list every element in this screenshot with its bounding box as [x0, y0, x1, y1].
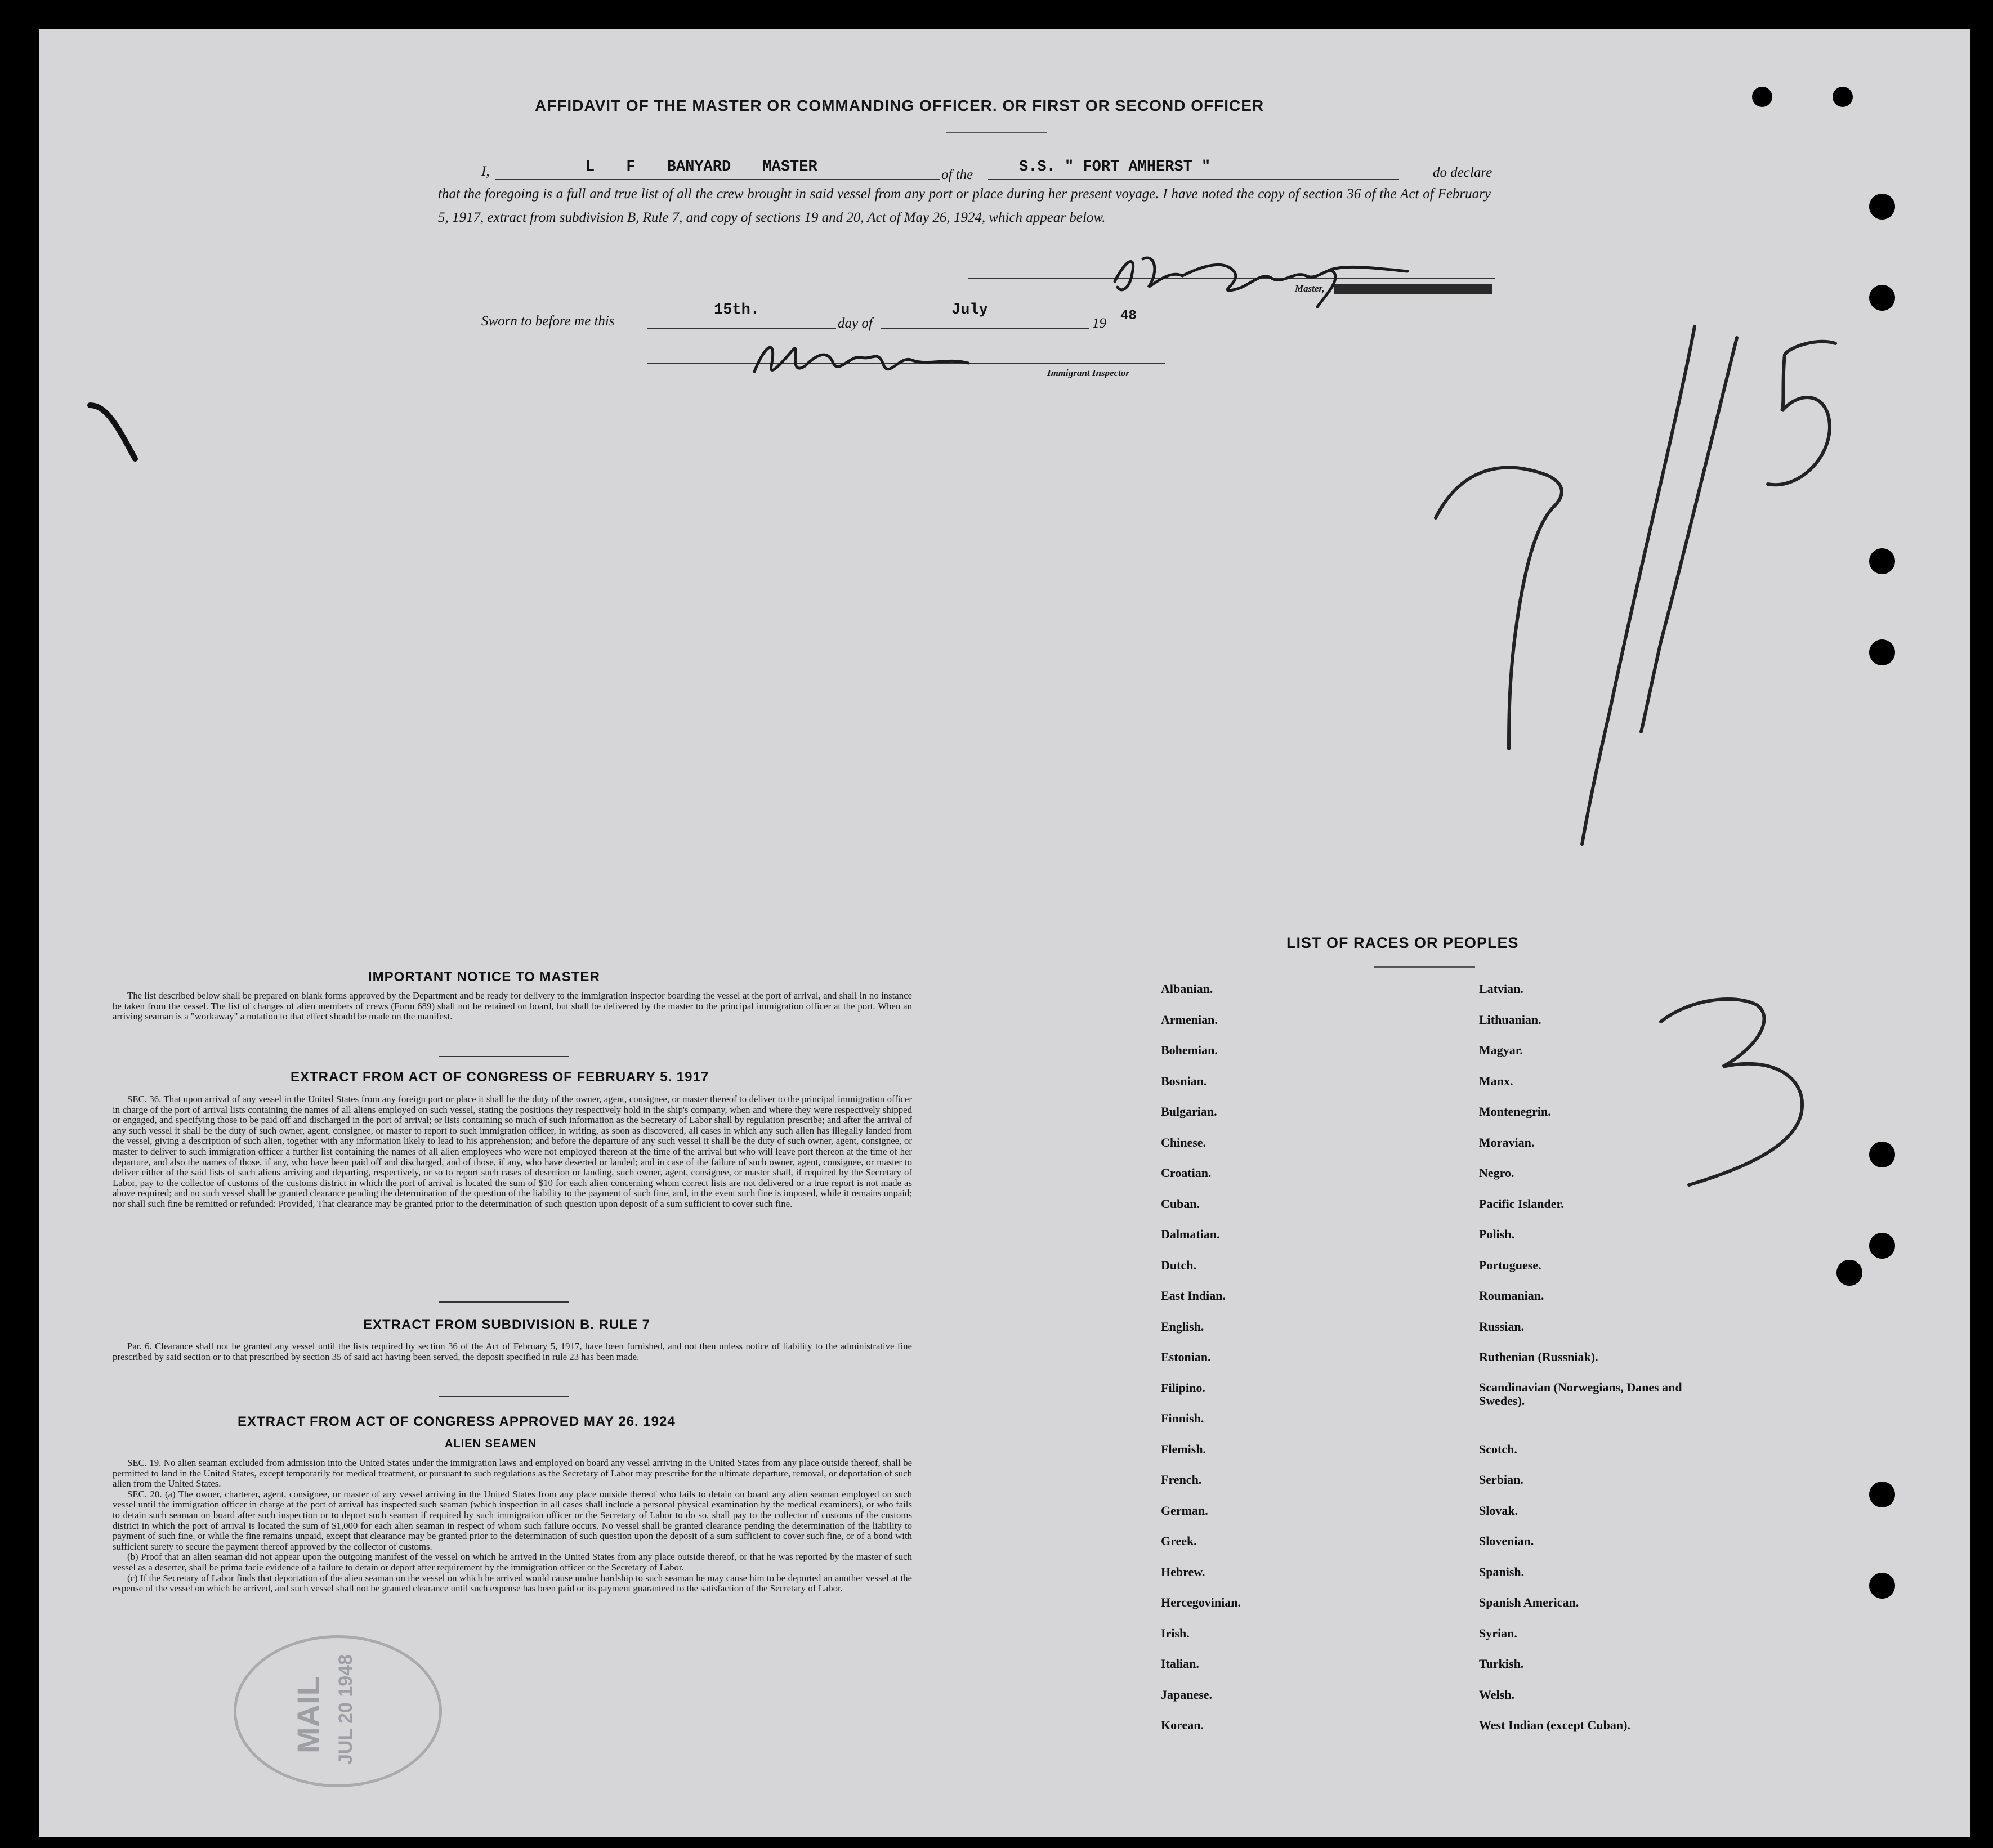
vessel-name-line — [988, 179, 1399, 180]
mail-stamp — [267, 1607, 403, 1821]
sworn-day: 15th. — [714, 302, 760, 319]
race-item: Estonian. — [1161, 1350, 1211, 1364]
race-item: Finnish. — [1161, 1411, 1204, 1425]
master-signature — [1103, 236, 1419, 310]
binder-hole — [1869, 194, 1895, 220]
handwritten-fraction-7-15 — [1424, 304, 1847, 856]
struck-out-text — [1334, 284, 1492, 294]
races-title: LIST OF RACES OR PEOPLES — [1286, 934, 1519, 951]
affidavit-statement: that the foregoing is a full and true list of all the crew brought in said vessel from any port or place during her present voyage. I have noted the copy of section 36 of the Act of February 5, 1917, extract from subdivision B, Rule 7, and copy of sections 19 and 20, Act of May 26, 1924, which appear below. — [438, 186, 1491, 225]
race-item: West Indian (except Cuban). — [1479, 1718, 1630, 1732]
race-item: Negro. — [1479, 1166, 1514, 1180]
race-item: English. — [1161, 1319, 1204, 1334]
year-suffix: 48 — [1120, 308, 1137, 324]
race-item: Slovenian. — [1479, 1534, 1534, 1548]
race-item: Bulgarian. — [1161, 1104, 1217, 1118]
extract-1917-title: EXTRACT FROM ACT OF CONGRESS OF FEBRUARY 5. 1917 — [291, 1070, 709, 1085]
binder-hole — [1869, 1482, 1895, 1507]
vessel-name: S.S. " FORT AMHERST " — [1019, 159, 1211, 176]
binder-hole — [1869, 285, 1895, 311]
race-item: Italian. — [1161, 1657, 1199, 1671]
race-item: Slovak. — [1479, 1503, 1518, 1518]
race-item: French. — [1161, 1473, 1202, 1487]
race-item: Moravian. — [1479, 1135, 1535, 1149]
race-item: Greek. — [1161, 1534, 1197, 1548]
extract-1924-title: EXTRACT FROM ACT OF CONGRESS APPROVED MAY 26. 1924 — [238, 1414, 676, 1429]
race-item: Scotch. — [1479, 1442, 1517, 1456]
year-prefix: 19 — [1092, 316, 1106, 331]
race-item: Syrian. — [1479, 1626, 1517, 1640]
extract-1924-text — [113, 1458, 912, 1594]
binder-hole — [1869, 1233, 1895, 1259]
binder-hole — [1869, 639, 1895, 665]
sworn-month: July — [951, 302, 988, 319]
officer-name: L F BANYARD MASTER — [586, 159, 817, 176]
races-right-column — [1479, 982, 1693, 1749]
race-item: Filipino. — [1161, 1380, 1205, 1395]
sworn-day-line — [647, 328, 836, 329]
affidavit-title: AFFIDAVIT OF THE MASTER OR COMMANDING OFFICER. OR FIRST OR SECOND OFFICER — [535, 97, 1264, 114]
races-left-column — [1161, 982, 1241, 1749]
race-item: Welsh. — [1479, 1687, 1514, 1702]
title-underline — [946, 132, 1047, 133]
race-item: Montenegrin. — [1479, 1104, 1551, 1118]
race-item: Pacific Islander. — [1479, 1196, 1564, 1211]
binder-hole — [1869, 1142, 1895, 1167]
race-item: German. — [1161, 1503, 1208, 1518]
race-item: Latvian. — [1479, 982, 1523, 996]
race-item: Croatian. — [1161, 1166, 1212, 1180]
race-item: Manx. — [1479, 1073, 1513, 1088]
paragraph-6: Par. 6. Clearance shall not be granted any vessel until the lists required by section 36 of the Act of February 5, 1917, have been furnished, and not then unless notice of liability to the administrative fine prescribed by said section or to that prescribed by section 35 of said act having been served, the deposit specified in rule 23 has been made. — [113, 1341, 912, 1362]
race-item: Magyar. — [1479, 1043, 1523, 1057]
extract-rule7-text — [113, 1341, 912, 1362]
do-declare-label: do declare — [1433, 165, 1492, 180]
race-item: Albanian. — [1161, 982, 1213, 996]
race-item: East Indian. — [1161, 1288, 1226, 1303]
declare-prefix: I, — [481, 164, 490, 179]
notice-title: IMPORTANT NOTICE TO MASTER — [368, 969, 600, 985]
section-36: SEC. 36. That upon arrival of any vessel in the United States from any foreign port or place it shall be the duty of the owner, agent, consignee, or master thereof to deliver to the principal immigration officer in charge of the port of arrival lists containing the names of all aliens employed on such vessel, stating the positions they respectively hold in the ship's company, when and where they were respectively shipped or engaged, and specifying those to be paid off and discharged in the port of arrival; or lists containing so much of such information as the Secretary of Labor shall by regulation prescribe; and after the arrival of any such vessel it shall be the duty of such owner, agent, consignee, or master to report to such immigration officer, in writing, as soon as discovered, all cases in which any such alien has illegally landed from the vessel, giving a description of such alien, together with any information likely to lead to his apprehension; and before the departure of any such vessel it shall be the duty of such owner, agent, consignee, or master to deliver to such immigration officer a further list containing the names of all alien employees who were not employed thereon at the time of the arrival but who will leave port thereon at the time of her departure, and also the names of those, if any, who have been paid off and discharged, and of those, if any, who have deserted or landed; and in case of the failure of such owner, agent, consignee, or master to deliver either of the said lists of such aliens arriving and departing, respectively, or so to report such cases of desertion or landing, such owner, agent, consignee, or master shall, if required by the Secretary of Labor, pay to the collector of customs of the customs district in which the port of arrival is located the sum of $10 for each alien concerning whom correct lists are not delivered or a true report is not made as above required; and no such vessel shall be granted clearance pending the determination of the question of the liability to the payment of such fine, and, in the event such fine is imposed, while it remains unpaid; nor shall such fine be remitted or refunded: Provided, That clearance may be granted prior to the determination of such question upon deposit of a sum sufficient to cover such fine. — [113, 1094, 912, 1209]
race-item: Chinese. — [1161, 1135, 1206, 1149]
of-the-label: of the — [941, 167, 973, 182]
section-20b: (b) Proof that an alien seaman did not appear upon the outgoing manifest of the vessel on which he arrived in the United States from any place outside thereof, or that he was reported by the master of such vessel as a deserter, shall be prima facie evidence of a failure to detain or deport after requirement by the immigration officer or the Secretary of Labor. — [113, 1551, 912, 1573]
race-item: Cuban. — [1161, 1196, 1200, 1211]
notice-text — [113, 991, 912, 1022]
binder-hole — [1869, 548, 1895, 574]
binder-hole — [1833, 87, 1853, 107]
notice-paragraph: The list described below shall be prepared on blank forms approved by the Department and be ready for delivery to the immigration inspector boarding the vessel at the port of arrival, and shall in no instance be taken from the vessel. The list of changes of alien members of crews (Form 689) shall not be retained on board, but shall be delivered by the master to the principal immigration officer at the port. When an arriving seaman is a "workaway" a notation to that effect should be made on the manifest. — [113, 990, 912, 1022]
race-item: Roumanian. — [1479, 1288, 1544, 1303]
race-item: Flemish. — [1161, 1442, 1206, 1456]
sworn-month-line — [881, 328, 1089, 329]
binder-hole — [1752, 87, 1772, 107]
race-item: Spanish American. — [1479, 1595, 1579, 1609]
race-item: Lithuanian. — [1479, 1012, 1541, 1027]
alien-seamen-subtitle: ALIEN SEAMEN — [445, 1438, 537, 1450]
race-item: Dutch. — [1161, 1258, 1196, 1272]
inspector-signature — [743, 332, 1002, 383]
race-item: Turkish. — [1479, 1657, 1524, 1671]
race-item: Russian. — [1479, 1319, 1525, 1334]
race-item: Japanese. — [1161, 1687, 1213, 1702]
race-item: Serbian. — [1479, 1473, 1523, 1487]
officer-name-line — [495, 179, 940, 180]
race-item: Portuguese. — [1479, 1258, 1541, 1272]
race-item: Scandinavian (Norwegians, Danes and Swedes). — [1479, 1380, 1682, 1408]
section-20a: SEC. 20. (a) The owner, charterer, agent, consignee, or master of any vessel arriving in the United States from any place outside thereof who fails to detain on board any alien seaman employed on such vessel until the immigration officer in charge at the port of arrival has inspected such seaman (which inspection in all cases shall include a personal physical examination by the medical examiners), or who fails to detain such seaman on board after such inspection or to deport such seaman if required by such immigration officer or the Secretary of Labor to do so, shall pay to the collector of customs of the customs district in which the port of arrival is located the sum of $1,000 for each alien seaman in respect of whom such failure occurs. No vessel shall be granted clearance pending the determination of the liability to payment of such fine, or while the fine remains unpaid, except that clearance may be granted prior to the determination of such question upon the deposit of a sum sufficient to cover such fine, or of a bond with sufficient surety to secure the payment thereof approved by the collector of customs. — [113, 1488, 912, 1552]
inspector-label: Immigrant Inspector — [1047, 368, 1129, 378]
extract-rule7-title: EXTRACT FROM SUBDIVISION B. RULE 7 — [363, 1317, 651, 1332]
race-item: Dalmatian. — [1161, 1227, 1220, 1241]
sworn-prefix: Sworn to before me this — [481, 314, 615, 329]
race-item: Bosnian. — [1161, 1073, 1207, 1088]
section-20c: (c) If the Secretary of Labor finds that deportation of the alien seaman on the vessel on which he arrived would cause undue hardship to such seaman he may cause him to be deported an another vessel at the expense of the vessel on which he arrived, and such vessel shall not be granted clearance until such expense has been paid or its payment guaranteed to the satisfaction of the Secretary of Labor. — [113, 1572, 912, 1594]
binder-hole — [1836, 1260, 1862, 1286]
race-item: Hebrew. — [1161, 1564, 1205, 1579]
divider — [439, 1056, 569, 1057]
race-item: Spanish. — [1479, 1564, 1525, 1579]
divider — [439, 1301, 569, 1303]
day-of-label: day of — [838, 316, 873, 331]
master-label: Master, — [1295, 283, 1325, 294]
race-item: Armenian. — [1161, 1012, 1218, 1027]
binder-hole — [1869, 1573, 1895, 1599]
race-item: Bohemian. — [1161, 1043, 1218, 1057]
section-19: SEC. 19. No alien seaman excluded from admission into the United States under the immigration laws and employed on board any vessel arriving in the United States from any place outside thereof, shall be permitted to land in the United States, except temporarily for medical treatment, or pursuant to such regulations as the Secretary of Labor may prescribe for the ultimate departure, removal, or deportation of such alien from the United States. — [113, 1457, 912, 1489]
extract-1917-text — [113, 1094, 912, 1210]
race-item: Korean. — [1161, 1718, 1204, 1732]
race-item: Hercegovinian. — [1161, 1595, 1241, 1609]
race-item: Ruthenian (Russniak). — [1479, 1350, 1598, 1364]
divider — [439, 1396, 569, 1397]
stamp-date: JUL 20 1948 — [335, 1654, 356, 1765]
pencil-mark — [84, 394, 146, 467]
race-item: Polish. — [1479, 1227, 1514, 1241]
races-title-underline — [1374, 966, 1475, 968]
stamp-mail: MAIL — [291, 1676, 326, 1753]
race-item: Irish. — [1161, 1626, 1190, 1640]
